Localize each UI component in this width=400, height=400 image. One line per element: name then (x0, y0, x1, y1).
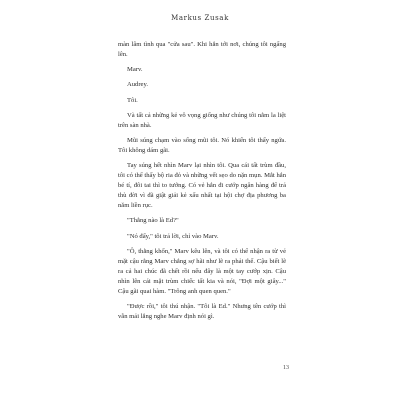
paragraph: Tôi. (127, 96, 138, 104)
paragraph: Và tất cả những kẻ vô vọng giống như chúng tôi nằm la liệt trên sàn nhà. (118, 111, 286, 129)
paragraph: Tay súng hết nhìn Marv lại nhìn tôi. Qua cái tất trùm đầu, tôi có thể thấy bộ ria đỏ và những vết sẹo do nặn mụn. Mắt hắn bé tí, đôi tai thì to tướng. Có vẻ hắn đi cướp ngân hàng để trả thù đời vì đã giật giải kẻ xấu nhất tại hội chợ địa phương ba năm liền rục. (118, 162, 286, 210)
paragraph: Mũi súng chạm vào sống mũi tôi. Nó khiến tôi thấy ngứa. Tôi không dám gãi. (118, 136, 286, 154)
running-header: Markus Zusak (171, 14, 229, 22)
paragraph: "Thằng nào là Ed?" (127, 217, 179, 225)
paragraph: "Ô, thằng khốn," Marv kêu lên, và tôi có thể nhận ra từ vẻ mặt cậu rằng Marv chẳng sợ hãi như lẽ ra phải thế. Cậu biết lẽ ra cả hai chúc đã chết rồi nếu đây là một tay cướp xịn. Cậu nhìn lên cái mặt trùm chiếc tất kia và nói, "Đợi một giây..." Cậu gãi quai hàm. "Trông anh quen quen." (118, 247, 286, 295)
paragraph: "Nó đấy," tôi trả lời, chỉ vào Marv. (127, 232, 219, 240)
paragraph: "Được rồi," tôi thú nhận. "Tôi là Ed." Nhưng tên cướp thì vẫn mải lắng nghe Marv định nói gì. (118, 302, 286, 320)
page-body (118, 40, 286, 327)
paragraph: Marv. (127, 66, 143, 74)
paragraph: màn lâm tình qua "cửa sau". Khi hắn tới nơi, chúng tôi ngẩng lên. (118, 41, 286, 58)
page-number: 13 (283, 365, 289, 371)
paragraph: Audrey. (127, 81, 148, 89)
